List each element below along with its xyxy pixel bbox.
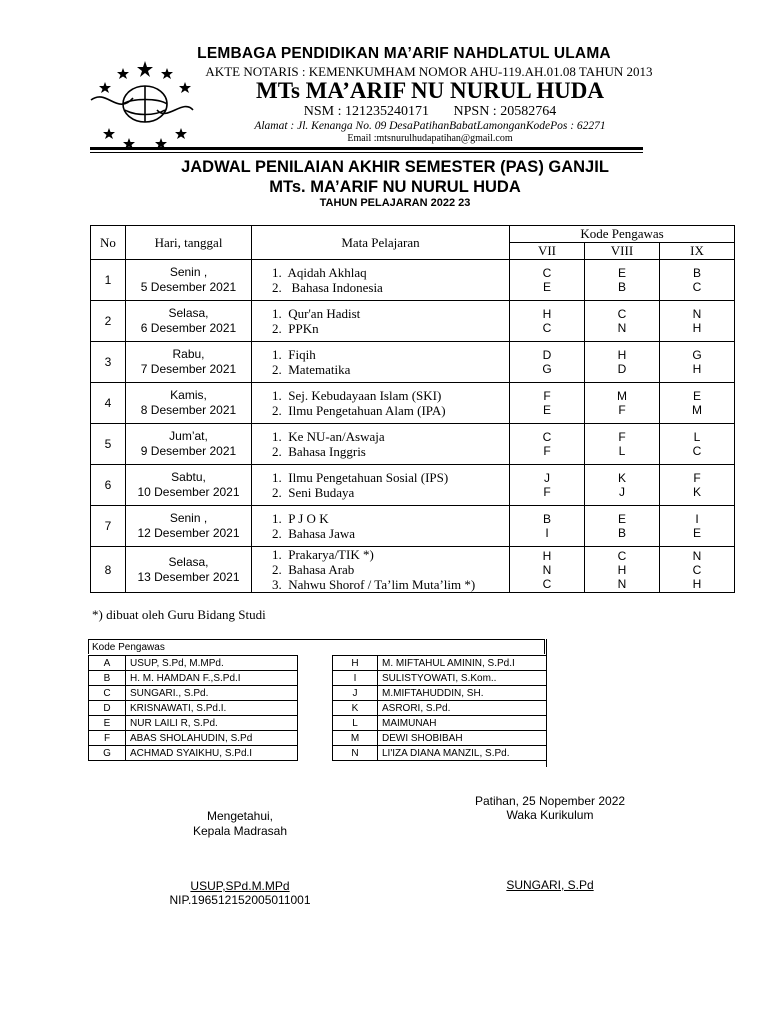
pengawas-name: KRISNAWATI, S.Pd.I. (126, 701, 298, 716)
pengawas-row (333, 716, 547, 731)
row-day: Rabu, (172, 347, 205, 361)
kode-cell-viii (585, 506, 660, 547)
header-grade-ix: IX (660, 243, 735, 260)
kode-cell-ix (660, 465, 735, 506)
kode-cell-vii (510, 301, 585, 342)
kode-letter: C (542, 576, 552, 591)
pengawas-code: C (89, 686, 126, 701)
pengawas-name: H. M. HAMDAN F.,S.Pd.I (126, 671, 298, 686)
pengawas-name: DEWI SHOBIBAH (378, 731, 547, 746)
kode-cell-viii (585, 301, 660, 342)
schedule-row (91, 383, 735, 424)
subject-item: 2. Bahasa Indonesia (272, 280, 383, 295)
kode-letter: F (618, 430, 626, 444)
subject-item: 1. Qur'an Hadist (272, 306, 361, 321)
kode-letter: K (693, 485, 702, 499)
pengawas-code: G (89, 746, 126, 761)
document-title: JADWAL PENILAIAN AKHIR SEMESTER (PAS) GANJIL (181, 158, 609, 176)
kode-cell-viii (585, 465, 660, 506)
row-date: 12 Desember 2021 (137, 526, 240, 540)
row-subjects-cell (252, 465, 510, 506)
header-date: Hari, tanggal (126, 226, 252, 260)
pengawas-code: I (333, 671, 378, 686)
subject-item: 2. Seni Budaya (272, 485, 355, 500)
kode-cell-vii (510, 260, 585, 301)
kode-cell-viii (585, 342, 660, 383)
kode-letter: N (692, 307, 702, 321)
kode-letter: J (544, 471, 550, 485)
subject-item: 2. Bahasa Arab (272, 562, 355, 577)
kode-letter: B (693, 266, 702, 280)
row-day: Senin , (169, 511, 208, 525)
kode-letter: C (617, 307, 627, 321)
sig-right-name: SUNGARI, S.Pd (506, 878, 594, 892)
kode-letter: J (619, 485, 625, 499)
schedule-row (91, 465, 735, 506)
kode-letter: I (545, 526, 549, 540)
header-no: No (91, 226, 126, 260)
kode-letter: F (543, 389, 551, 403)
row-date: 13 Desember 2021 (137, 569, 240, 584)
header-subject: Mata Pelajaran (252, 226, 510, 260)
kode-letter: L (618, 444, 626, 458)
kode-cell-viii (585, 383, 660, 424)
document-subtitle: MTs. MA’ARIF NU NURUL HUDA (269, 178, 521, 196)
pengawas-name: SULISTYOWATI, S.Kom.. (378, 671, 547, 686)
subject-item: 1. Fiqih (272, 347, 316, 362)
notary-line: AKTE NOTARIS : KEMENKUMHAM NOMOR AHU-119.AH.01.08 TAHUN 2013 (205, 64, 653, 79)
kode-cell-ix (660, 260, 735, 301)
pengawas-name: M. MIFTAHUL AMININ, S.Pd.I (378, 656, 547, 671)
schedule-row (91, 547, 735, 593)
kode-cell-vii (510, 547, 585, 593)
kode-letter: H (692, 362, 702, 376)
footnote: *) dibuat oleh Guru Bidang Studi (92, 607, 266, 622)
kode-letter: C (542, 430, 552, 444)
letterhead-rule-thin (90, 152, 643, 153)
row-date-cell (126, 506, 252, 547)
kode-letter: E (617, 266, 626, 280)
kode-cell-vii (510, 342, 585, 383)
pengawas-name: USUP, S.Pd, M.MPd. (126, 656, 298, 671)
row-number: 1 (91, 260, 126, 301)
row-date: 8 Desember 2021 (140, 403, 237, 417)
sig-right-role: Waka Kurikulum (506, 808, 594, 822)
pengawas-code: M (333, 731, 378, 746)
kode-letter: E (693, 389, 702, 403)
header-grade-viii: VIII (585, 243, 660, 260)
pengawas-name: ASRORI, S.Pd. (378, 701, 547, 716)
kode-letter: F (543, 485, 551, 499)
kode-letter: M (617, 389, 627, 403)
row-subjects-cell (252, 547, 510, 593)
pengawas-code: F (89, 731, 126, 746)
pengawas-code: D (89, 701, 126, 716)
row-date-cell (126, 383, 252, 424)
pengawas-name: M.MIFTAHUDDIN, SH. (378, 686, 547, 701)
pengawas-row (333, 701, 547, 716)
kode-letter: C (692, 562, 702, 577)
kode-letter: N (692, 548, 702, 563)
row-subjects-cell (252, 260, 510, 301)
pengawas-row (333, 731, 547, 746)
row-subjects-cell (252, 506, 510, 547)
kode-letter: H (692, 321, 702, 335)
row-date-cell (126, 260, 252, 301)
kode-letter: E (617, 512, 626, 526)
kode-letter: F (618, 403, 626, 417)
subject-item: 3. Nahwu Shorof / Ta’lim Muta’lim *) (272, 577, 476, 592)
kode-letter: H (692, 576, 702, 591)
kode-cell-ix (660, 506, 735, 547)
subject-item: 2. Bahasa Jawa (272, 526, 356, 541)
kode-letter: N (617, 576, 627, 591)
row-date: 9 Desember 2021 (140, 444, 237, 458)
kode-letter: H (617, 562, 627, 577)
pengawas-code: L (333, 716, 378, 731)
kode-cell-ix (660, 424, 735, 465)
row-date: 7 Desember 2021 (140, 362, 237, 376)
row-date-cell (126, 424, 252, 465)
subject-item: 2. Bahasa Inggris (272, 444, 366, 459)
kode-letter: G (692, 348, 702, 362)
kode-letter: K (617, 471, 626, 485)
pengawas-code: N (333, 746, 378, 761)
kode-letter: L (693, 430, 701, 444)
kode-letter: E (542, 280, 551, 294)
row-date: 6 Desember 2021 (140, 321, 237, 335)
sig-left-nip: NIP.196512152005011001 (169, 893, 311, 907)
kode-cell-ix (660, 301, 735, 342)
sig-left-line1: Mengetahui, (206, 809, 274, 823)
pengawas-row (89, 731, 298, 746)
subject-item: 1. Ilmu Pengetahuan Sosial (IPS) (272, 470, 449, 485)
row-number: 5 (91, 424, 126, 465)
row-number: 7 (91, 506, 126, 547)
kode-letter: B (617, 526, 626, 540)
kode-cell-vii (510, 383, 585, 424)
kode-letter: E (542, 403, 551, 417)
sig-left-line2: Kepala Madrasah (192, 824, 288, 838)
schedule-row (91, 506, 735, 547)
pengawas-row (89, 686, 298, 701)
kode-cell-viii (585, 260, 660, 301)
pengawas-row (333, 746, 547, 761)
kode-letter: B (542, 512, 551, 526)
row-date-cell (126, 465, 252, 506)
kode-letter: H (542, 548, 552, 563)
pengawas-row (89, 671, 298, 686)
kode-cell-viii (585, 547, 660, 593)
row-day: Selasa, (168, 554, 209, 569)
subject-item: 2. Ilmu Pengetahuan Alam (IPA) (272, 403, 446, 418)
kode-cell-ix (660, 547, 735, 593)
subject-item: 1. Sej. Kebudayaan Islam (SKI) (272, 388, 442, 403)
kode-cell-vii (510, 465, 585, 506)
pengawas-code: K (333, 701, 378, 716)
kode-cell-vii (510, 506, 585, 547)
pengawas-row (89, 716, 298, 731)
pengawas-row (333, 686, 547, 701)
kode-letter: C (542, 321, 552, 335)
row-day: Sabtu, (171, 470, 206, 484)
pengawas-row (333, 656, 547, 671)
kode-letter: C (542, 266, 552, 280)
subject-item: 1. Prakarya/TIK *) (272, 547, 374, 562)
schedule-row (91, 342, 735, 383)
sig-left-name: USUP,SPd.M.MPd (190, 879, 290, 893)
school-ids: NSM : 121235240171 NPSN : 20582764 (303, 104, 557, 119)
schedule-row (91, 424, 735, 465)
header-kode-pengawas: Kode Pengawas (510, 226, 735, 243)
pengawas-row (89, 701, 298, 716)
kode-letter: C (692, 280, 702, 294)
kode-pengawas-table-left (88, 655, 298, 761)
row-number: 6 (91, 465, 126, 506)
header-grade-vii: VII (510, 243, 585, 260)
row-date-cell (126, 547, 252, 593)
row-number: 8 (91, 547, 126, 593)
pengawas-code: E (89, 716, 126, 731)
kode-letter: H (617, 348, 627, 362)
row-subjects-cell (252, 383, 510, 424)
kode-letter: M (692, 403, 703, 417)
kode-letter: N (542, 562, 552, 577)
row-day: Jum’at, (169, 429, 208, 443)
schedule-row (91, 260, 735, 301)
row-subjects-cell (252, 342, 510, 383)
school-name: MTs MA’ARIF NU NURUL HUDA (256, 78, 604, 103)
kode-letter: C (692, 444, 702, 458)
kode-letter: D (542, 348, 552, 362)
subject-item: 2. PPKn (272, 321, 319, 336)
row-date: 5 Desember 2021 (140, 280, 237, 294)
letterhead-rule-thick (90, 147, 643, 150)
row-day: Kamis, (170, 388, 207, 402)
kode-letter: F (693, 471, 701, 485)
row-number: 4 (91, 383, 126, 424)
pengawas-code: A (89, 656, 126, 671)
row-subjects-cell (252, 301, 510, 342)
kode-pengawas-table-right (332, 655, 547, 761)
row-number: 2 (91, 301, 126, 342)
kode-cell-vii (510, 424, 585, 465)
row-day: Senin , (169, 265, 208, 279)
kode-pengawas-title: Kode Pengawas (88, 639, 545, 654)
row-number: 3 (91, 342, 126, 383)
institution-name: LEMBAGA PENDIDIKAN MA’ARIF NAHDLATUL ULAMA (197, 45, 611, 62)
pengawas-name: SUNGARI., S.Pd. (126, 686, 298, 701)
subject-item: 1. Aqidah Akhlaq (272, 265, 367, 280)
pengawas-name: NUR LAILI R, S.Pd. (126, 716, 298, 731)
pengawas-code: H (333, 656, 378, 671)
kode-letter: E (693, 526, 702, 540)
row-date: 10 Desember 2021 (137, 485, 240, 499)
pengawas-name: ABAS SHOLAHUDIN, S.Pd (126, 731, 298, 746)
subject-item: 1. Ke NU-an/Aswaja (272, 429, 385, 444)
pengawas-name: MAIMUNAH (378, 716, 547, 731)
row-day: Selasa, (168, 306, 209, 320)
school-email: Email :mtsnurulhudapatihan@gmail.com (347, 133, 513, 144)
kode-letter: C (617, 548, 627, 563)
row-date-cell (126, 342, 252, 383)
kode-letter: F (543, 444, 551, 458)
exam-schedule-table (90, 225, 735, 593)
pengawas-code: B (89, 671, 126, 686)
kode-letter: G (542, 362, 552, 376)
kode-letter: B (617, 280, 626, 294)
kode-cell-ix (660, 383, 735, 424)
subject-item: 1. P J O K (272, 511, 329, 526)
kode-letter: N (617, 321, 627, 335)
pengawas-name: ACHMAD SYAIKHU, S.Pd.I (126, 746, 298, 761)
school-address: Alamat : Jl. Kenanga No. 09 DesaPatihanBabatLamonganKodePos : 62271 (254, 120, 606, 132)
kode-letter: H (542, 307, 552, 321)
pengawas-code: J (333, 686, 378, 701)
kode-letter: D (617, 362, 627, 376)
sig-right-place-date: Patihan, 25 Nopember 2022 (474, 794, 626, 808)
kode-cell-ix (660, 342, 735, 383)
pengawas-row (333, 671, 547, 686)
kode-cell-viii (585, 424, 660, 465)
row-date-cell (126, 301, 252, 342)
row-subjects-cell (252, 424, 510, 465)
pengawas-row (89, 656, 298, 671)
academic-year: TAHUN PELAJARAN 2022 23 (319, 197, 471, 209)
kode-letter: I (695, 512, 699, 526)
pengawas-name: LI'IZA DIANA MANZIL, S.Pd. (378, 746, 547, 761)
pengawas-row (89, 746, 298, 761)
schedule-row (91, 301, 735, 342)
subject-item: 2. Matematika (272, 362, 351, 377)
